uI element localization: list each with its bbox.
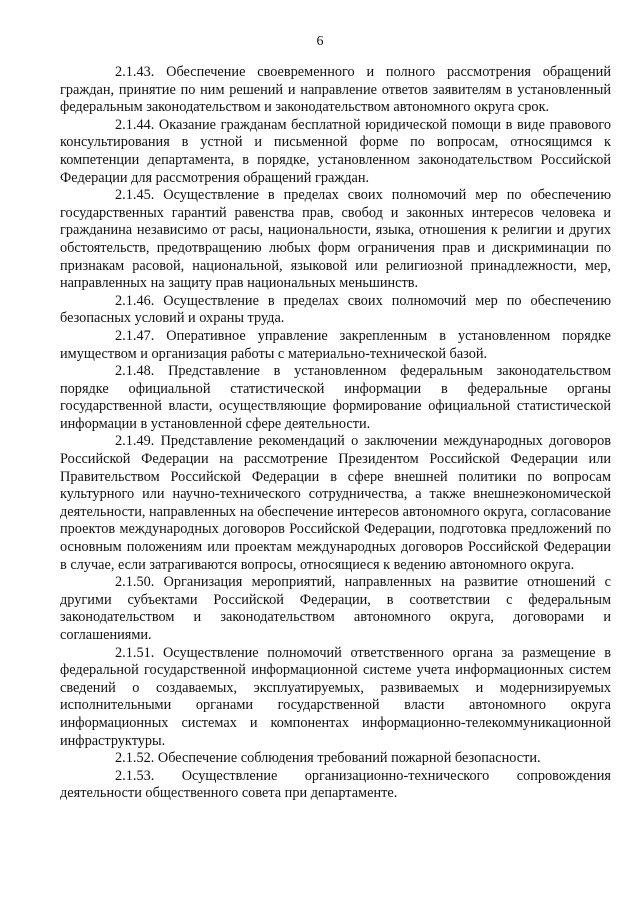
paragraph-2-1-46: 2.1.46. Осуществление в пределах своих полномочий мер по обеспечению безопасных условий и охраны труда.: [60, 292, 611, 327]
paragraph-2-1-52: 2.1.52. Обеспечение соблюдения требований пожарной безопасности.: [115, 750, 541, 767]
paragraph-2-1-49: 2.1.49. Представление рекомендаций о заключении международных договоров Российской Федерации на рассмотрение Президентом Российской Федерации или Правительством Российской Федерации в сфере внешней политики по вопросам культурного или научно-технического сотрудничества, а также внешнеэкономической деятельности, направленных на обеспечение интересов автономного округа, согласование проектов международных договоров Российской Федерации, подготовка предложений по основным положениям или проектам международных договоров Российской Федерации в случае, если затрагиваются вопросы, относящиеся к ведению автономного округа.: [60, 433, 611, 573]
paragraph-2-1-47: 2.1.47. Оперативное управление закрепленным в установленном порядке имуществом и организация работы с материально-технической базой.: [60, 327, 611, 362]
paragraph-2-1-48: 2.1.48. Представление в установленном федеральным законодательством порядке официальной статистической информации в федеральные органы государственной власти, осуществляющие формирование официальной статистической информации в установленной сфере деятельности.: [60, 363, 611, 432]
document-body: [60, 64, 611, 803]
paragraph-2-1-53: 2.1.53. Осуществление организационно-технического сопровождения деятельности общественного совета при департаменте.: [60, 767, 611, 802]
paragraph-2-1-50: 2.1.50. Организация мероприятий, направленных на развитие отношений с другими субъектами Российской Федерации, в соответствии с федеральным законодательством и законодательством автономного округа, договорами и соглашениями.: [60, 574, 611, 643]
paragraph-2-1-43: 2.1.43. Обеспечение своевременного и полного рассмотрения обращений граждан, принятие по ним решений и направление ответов заявителям в установленный федеральным законодательством и законодательством автономного округа срок.: [60, 64, 611, 116]
paragraph-2-1-45: 2.1.45. Осуществление в пределах своих полномочий мер по обеспечению государственных гарантий равенства прав, свобод и законных интересов человека и гражданина независимо от расы, национальности, языка, отношения к религии и других обстоятельств, предотвращению любых форм ограничения прав и дискриминации по признакам расовой, национальной, языковой или религиозной принадлежности, мер, направленных на защиту прав национальных меньшинств.: [60, 187, 611, 292]
paragraph-2-1-44: 2.1.44. Оказание гражданам бесплатной юридической помощи в виде правового консультирования в устной и письменной форме по вопросам, относящимся к компетенции департамента, в порядке, установленном законодательством Российской Федерации для рассмотрения обращений граждан.: [60, 116, 611, 186]
paragraph-2-1-51: 2.1.51. Осуществление полномочий ответственного органа за размещение в федеральной государственной информационной системе учета информационных систем сведений о создаваемых, эксплуатируемых, развиваемых и модернизируемых исполнительными органами государственной власти автономного округа информационных системах и компонентах информационно-телекоммуникационной инфраструктуры.: [60, 644, 611, 749]
page-number: 6: [316, 34, 324, 49]
